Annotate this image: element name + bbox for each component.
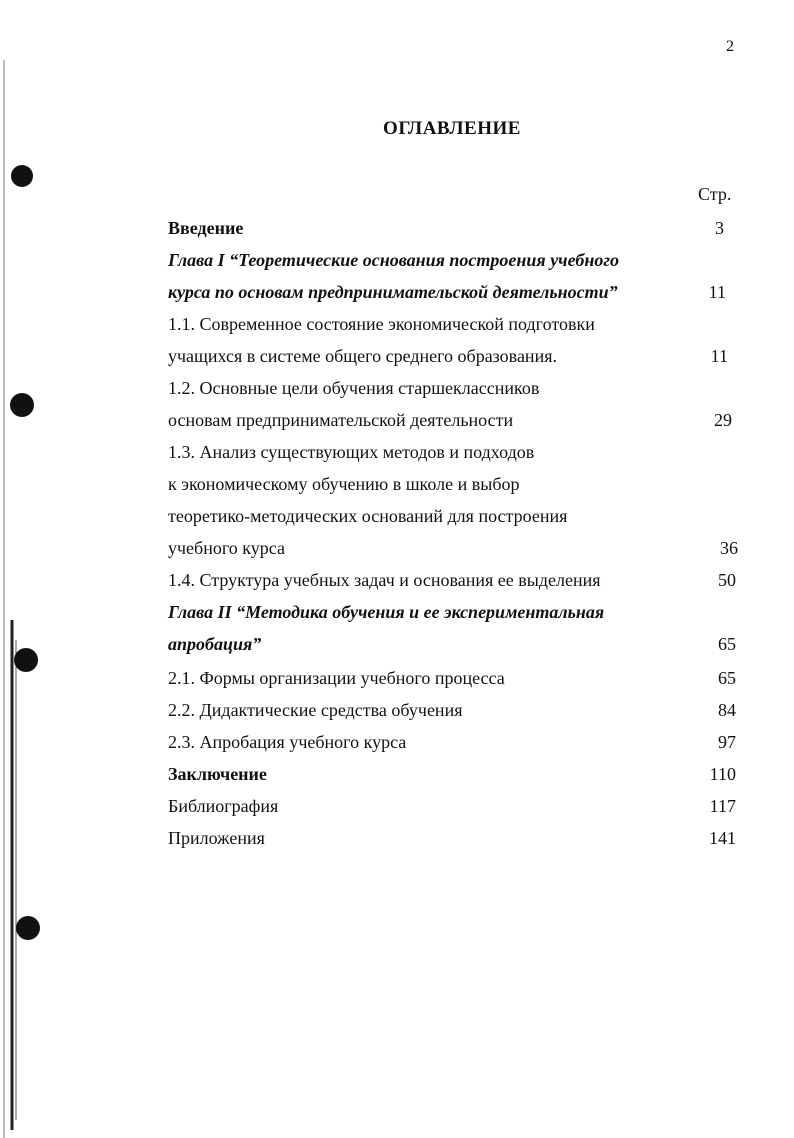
toc-entry-page: 36 — [720, 538, 738, 558]
toc-entry-page: 97 — [718, 732, 736, 752]
toc-entry-page: 29 — [714, 410, 732, 430]
toc-entry-page: 3 — [715, 218, 724, 238]
toc-entry-page: 65 — [718, 634, 736, 654]
toc-entry-page: 65 — [718, 668, 736, 688]
toc-entry-page: 84 — [718, 700, 736, 720]
page-column-header: Стр. — [698, 184, 732, 204]
toc-entry-text: учащихся в системе общего среднего образования. — [168, 346, 557, 366]
toc-entry-page: 11 — [710, 346, 728, 366]
toc-entry-text: апробация” — [168, 634, 262, 654]
toc-entry-page: 11 — [708, 282, 726, 302]
page-number: 2 — [726, 38, 734, 55]
toc-entry-page: 50 — [718, 570, 736, 590]
toc-entry-text: 1.2. Основные цели обучения старшеклассников — [168, 378, 540, 398]
page-title: ОГЛАВЛЕНИЕ — [383, 118, 521, 139]
toc-entry-text: Введение — [168, 218, 244, 238]
toc-entry-text: курса по основам предпринимательской деятельности” — [168, 282, 618, 302]
toc-entry-page: 141 — [709, 828, 736, 848]
toc-entry-text: Глава I “Теоретические основания построения учебного — [168, 250, 620, 270]
toc-entry-text: 1.1. Современное состояние экономической подготовки — [168, 314, 595, 334]
toc-entry-text: 2.3. Апробация учебного курса — [168, 732, 407, 752]
toc-entry-text: Библиография — [168, 796, 279, 816]
toc-entry-text: Заключение — [168, 764, 267, 784]
toc-entry-text: Приложения — [168, 828, 265, 848]
toc-entry-text: 2.2. Дидактические средства обучения — [168, 700, 463, 720]
toc-entry-text: основам предпринимательской деятельности — [168, 410, 514, 430]
toc-entry-text: теоретико-методических оснований для построения — [168, 506, 568, 526]
toc-entry-text: 2.1. Формы организации учебного процесса — [168, 668, 505, 688]
toc-entry-text: Глава II “Методика обучения и ее экспериментальная — [168, 602, 605, 622]
toc-entry-text: 1.4. Структура учебных задач и основания ее выделения — [168, 570, 601, 590]
toc-entry-text: к экономическому обучению в школе и выбор — [168, 474, 520, 494]
toc-entry-text: учебного курса — [168, 538, 285, 558]
toc-entry-text: 1.3. Анализ существующих методов и подходов — [168, 442, 535, 462]
toc-entry-page: 110 — [709, 764, 736, 784]
toc-entry-page: 117 — [709, 796, 736, 816]
